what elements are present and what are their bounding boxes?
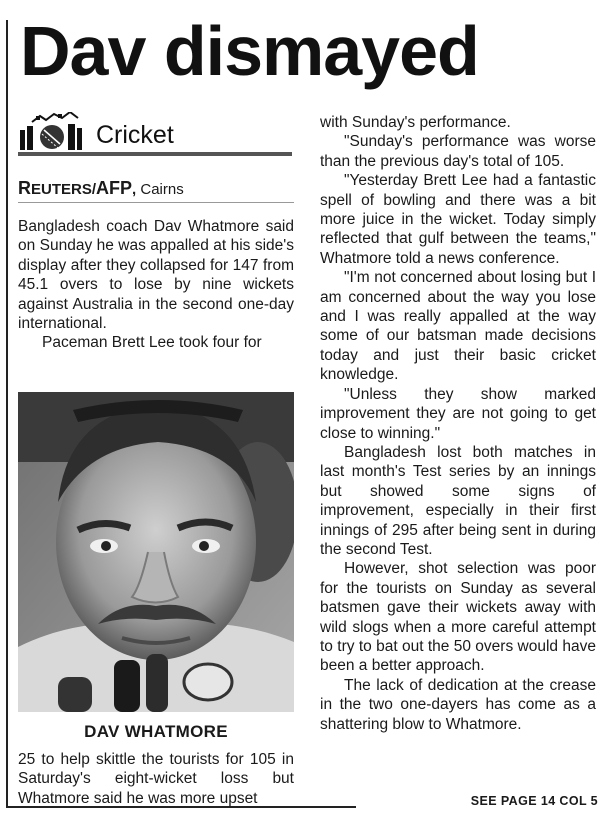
section-header (18, 112, 294, 158)
photo-caption: DAV WHATMORE (84, 722, 228, 741)
paragraph: "Yesterday Brett Lee had a fantastic spell of bowling and there was a bit more juice in the wicket. Today simply reflected that gulf between the teams," Whatmore told a news conference. (320, 172, 596, 267)
section-rule (18, 152, 292, 156)
paragraph: The lack of dedication at the crease in the two one-dayers has come as a shattering blow to Whatmore. (320, 676, 596, 733)
paragraph: "I'm not concerned about losing but I am concerned about the way you lose and I was really appalled at the way some of our batsman made decisions today and just their basic cricket knowledge. (320, 269, 596, 384)
paragraph: Bangladesh coach Dav Whatmore said on Sunday he was appalled at his side's display after they collapsed for 147 from 45.1 overs to lose by nine wickets against Australia in the second one-day international. (18, 218, 294, 333)
paragraph: However, shot selection was poor for the tourists on Sunday as several batsmen gave their wickets away with wild slogs when a more careful attempt to try to bat out the 50 overs would have been a better approach. (320, 560, 596, 675)
article-column-1-top (18, 217, 294, 353)
paragraph: with Sunday's performance. (320, 114, 511, 131)
column-border-left (6, 20, 8, 808)
byline-rule (18, 202, 294, 203)
article-column-2 (320, 113, 596, 734)
byline-city: Cairns (140, 181, 184, 198)
byline-agency: REUTERS/AFP, (18, 178, 137, 198)
article-headline: Dav dismayed (20, 12, 479, 90)
article-column-1-bottom (18, 750, 294, 808)
paragraph: "Sunday's performance was worse than the previous day's total of 105. (320, 133, 596, 170)
byline (18, 178, 294, 200)
paragraph: "Unless they show marked improvement they are not going to get close to winning." (320, 385, 596, 442)
paragraph: 25 to help skittle the tourists for 105 in Saturday's eight-wicket loss but Whatmore said he was more upset (18, 751, 294, 807)
portrait-photo-image (18, 392, 294, 712)
portrait-photo (18, 392, 294, 712)
paragraph: Bangladesh lost both matches in last month's Test series by an innings but showed some signs of improvement, especially in their first innings of 295 after being sent in during the second Test. (320, 443, 596, 558)
cricket-logo-icon (18, 112, 94, 152)
continuation-note: SEE PAGE 14 COL 5 (470, 794, 598, 808)
paragraph: Paceman Brett Lee took four for (42, 334, 262, 352)
section-label: Cricket (96, 121, 174, 149)
